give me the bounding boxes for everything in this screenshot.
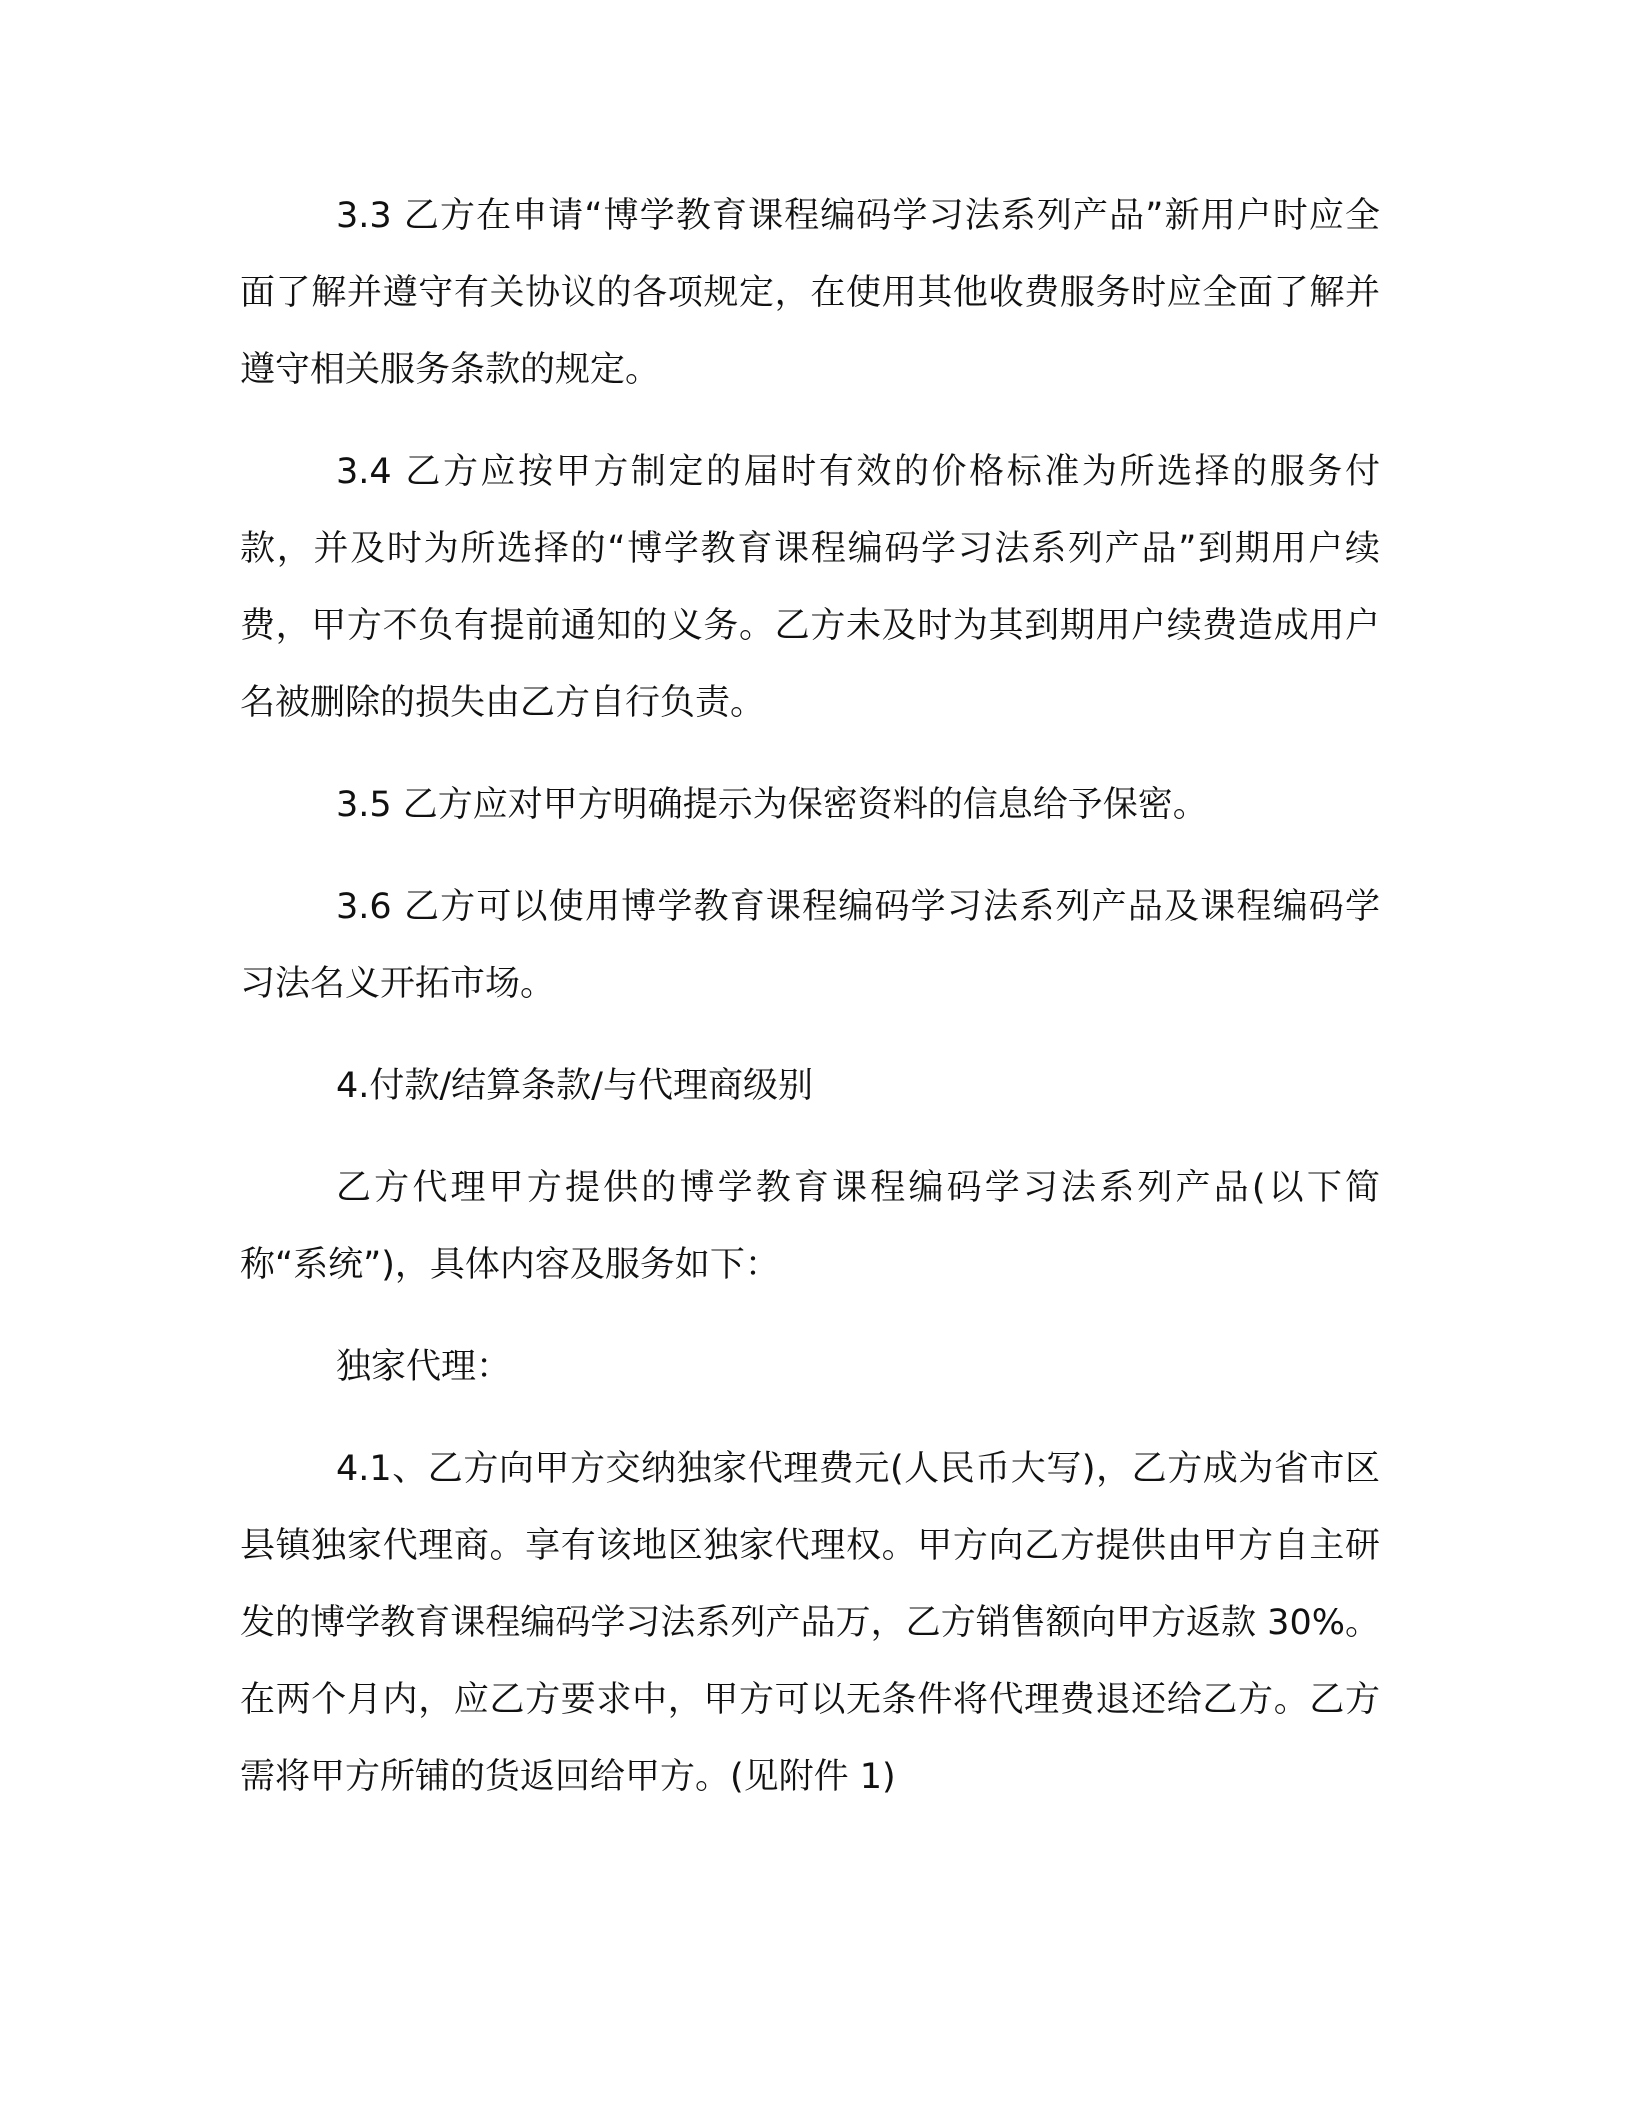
- clause-3-6-paragraph: 3.6 乙方可以使用博学教育课程编码学习法系列产品及课程编码学习法名义开拓市场。: [240, 887, 1380, 1004]
- document-body: [240, 178, 1380, 1841]
- clause-4-1-paragraph: 4.1、乙方向甲方交纳独家代理费元(人民币大写)，乙方成为省市区县镇独家代理商。享有该地区独家代理权。甲方向乙方提供由甲方自主研发的博学教育课程编码学习法系列产品万，乙方销售额向甲方返款 30%。在两个月内，应乙方要求中，甲方可以无条件将代理费退还给乙方。乙方需将甲方所铺的货返回给甲方。(见附件 1): [240, 1449, 1380, 1797]
- section-4-intro-paragraph: 乙方代理甲方提供的博学教育课程编码学习法系列产品(以下简称“系统”)，具体内容及服务如下：: [240, 1168, 1380, 1285]
- section-4-heading: 4.付款/结算条款/与代理商级别: [336, 1066, 813, 1106]
- clause-3-5-paragraph: 3.5 乙方应对甲方明确提示为保密资料的信息给予保密。: [336, 785, 1208, 825]
- clause-3-3-paragraph: 3.3 乙方在申请“博学教育课程编码学习法系列产品”新用户时应全面了解并遵守有关协议的各项规定，在使用其他收费服务时应全面了解并遵守相关服务条款的规定。: [240, 196, 1380, 390]
- exclusive-agency-heading: 独家代理：: [336, 1347, 512, 1387]
- clause-3-4-paragraph: 3.4 乙方应按甲方制定的届时有效的价格标准为所选择的服务付款，并及时为所选择的“博学教育课程编码学习法系列产品”到期用户续费，甲方不负有提前通知的义务。乙方未及时为其到期用户续费造成用户名被删除的损失由乙方自行负责。: [240, 452, 1380, 723]
